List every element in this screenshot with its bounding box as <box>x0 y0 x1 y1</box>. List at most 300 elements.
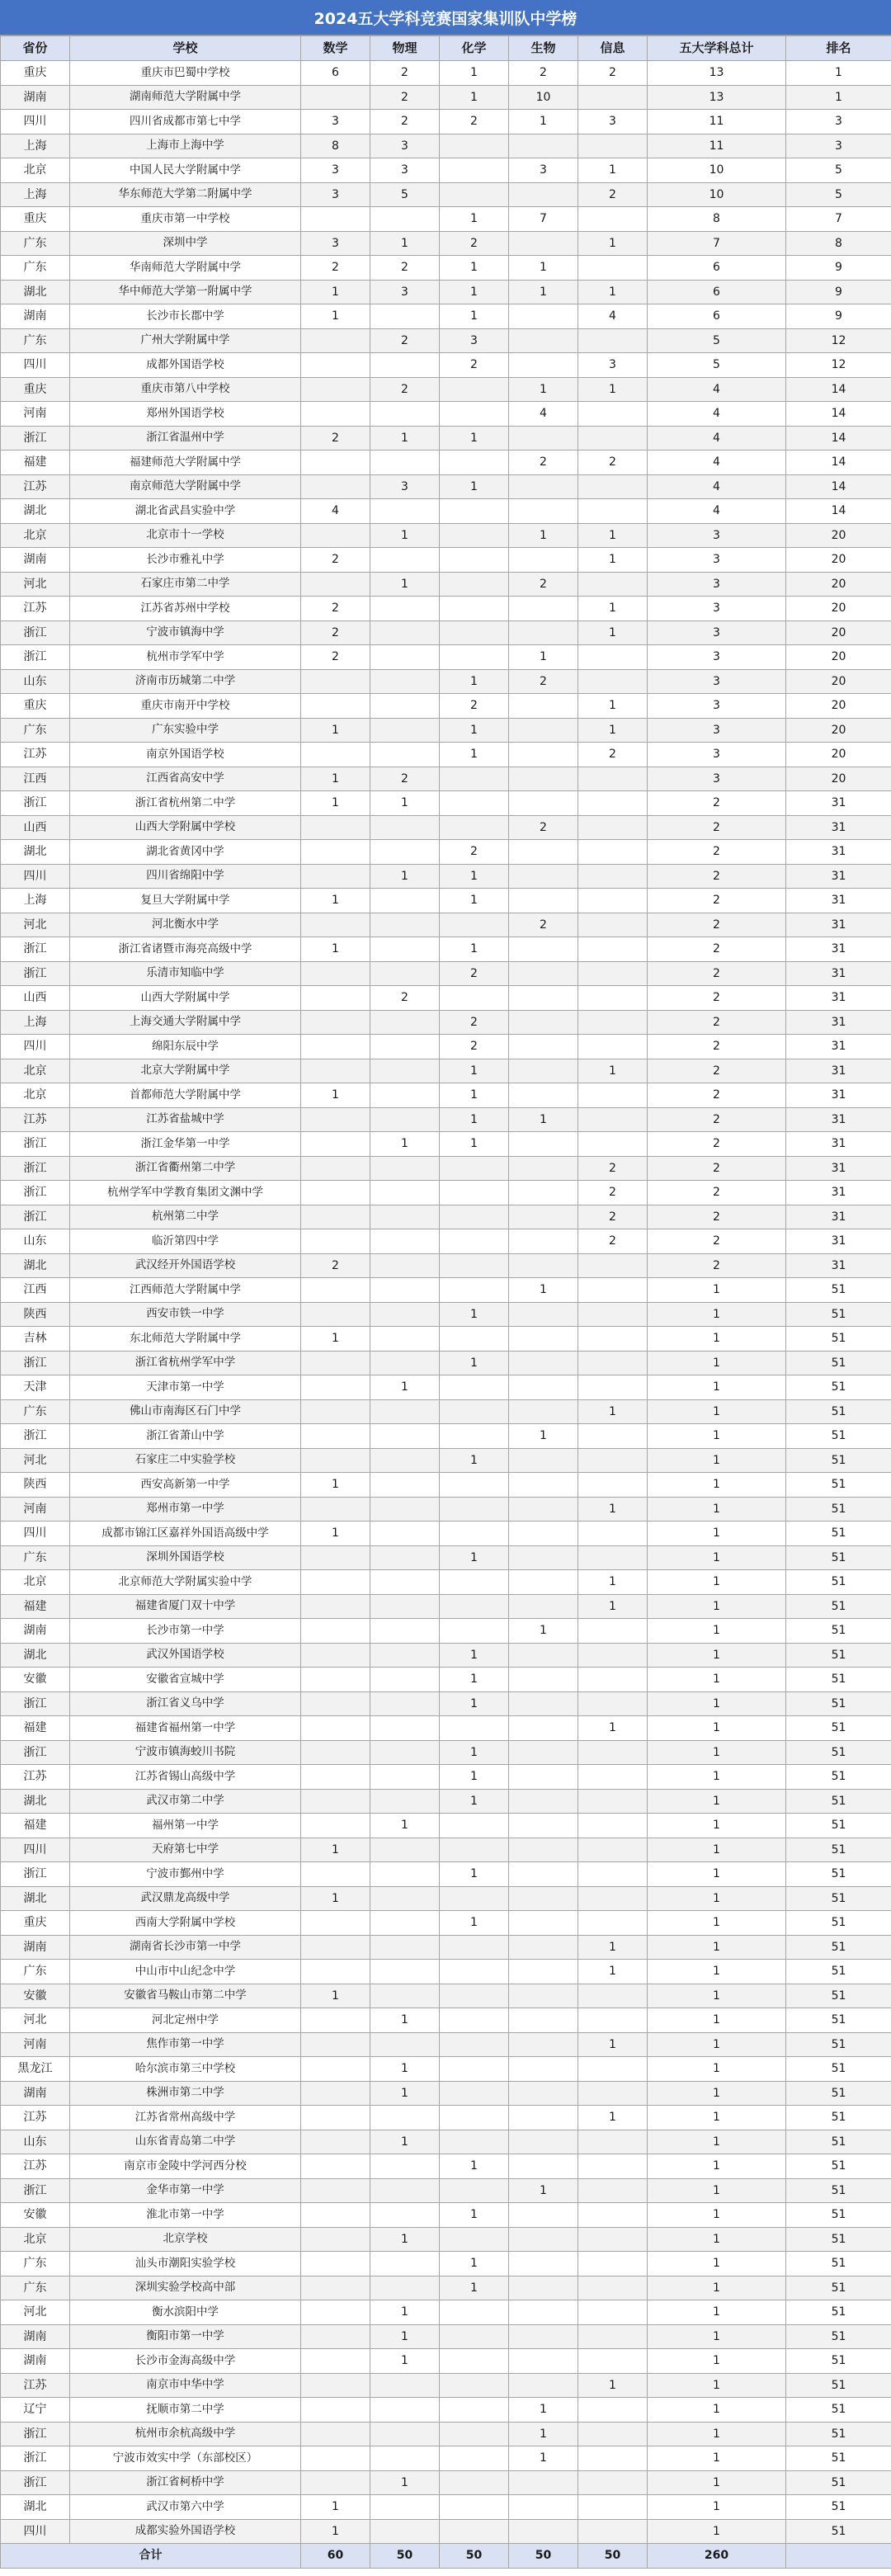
cell-biology: 1 <box>509 110 578 134</box>
cell-total: 1 <box>648 2008 786 2033</box>
total-chemistry: 50 <box>440 2544 509 2569</box>
cell-school: 长沙市第一中学 <box>70 1619 301 1644</box>
cell-school: 山西大学附属中学校 <box>70 815 301 840</box>
table-row <box>1 134 891 158</box>
cell-informatics: 4 <box>578 304 648 329</box>
cell-rank: 51 <box>786 1960 891 1984</box>
cell-school: 湖北省黄冈中学 <box>70 840 301 865</box>
table-row <box>1 1205 891 1229</box>
table-row <box>1 2252 891 2276</box>
table-row <box>1 2349 891 2374</box>
table-row <box>1 1935 891 1960</box>
cell-total: 1 <box>648 1911 786 1936</box>
cell-informatics <box>578 572 648 597</box>
cell-biology <box>509 1789 578 1814</box>
table-row <box>1 2495 891 2520</box>
table-row <box>1 1399 891 1424</box>
cell-math <box>301 572 370 597</box>
cell-physics <box>370 1740 440 1765</box>
table-row <box>1 1424 891 1449</box>
cell-chemistry <box>440 2446 509 2471</box>
cell-informatics <box>578 1522 648 1546</box>
cell-province: 湖北 <box>1 1886 70 1911</box>
cell-informatics: 1 <box>578 718 648 743</box>
cell-rank: 20 <box>786 645 891 670</box>
cell-informatics: 1 <box>578 1716 648 1741</box>
cell-province: 湖北 <box>1 1789 70 1814</box>
cell-school: 重庆市第八中学校 <box>70 377 301 402</box>
cell-math <box>301 1302 370 1327</box>
cell-rank: 14 <box>786 426 891 451</box>
cell-physics: 1 <box>370 231 440 256</box>
table-row <box>1 1619 891 1644</box>
cell-school: 复旦大学附属中学 <box>70 889 301 913</box>
cell-biology <box>509 1035 578 1059</box>
cell-chemistry <box>440 1424 509 1449</box>
table-row <box>1 1838 891 1862</box>
cell-informatics <box>578 1814 648 1838</box>
cell-school: 杭州学军中学教育集团文渊中学 <box>70 1181 301 1205</box>
cell-school: 上海市上海中学 <box>70 134 301 158</box>
column-header-row <box>1 36 891 61</box>
cell-informatics <box>578 840 648 865</box>
cell-rank: 31 <box>786 864 891 889</box>
cell-chemistry: 1 <box>440 2276 509 2300</box>
cell-rank: 31 <box>786 937 891 962</box>
cell-informatics: 2 <box>578 1181 648 1205</box>
table-row <box>1 1960 891 1984</box>
cell-math: 2 <box>301 597 370 621</box>
cell-math <box>301 1448 370 1473</box>
cell-chemistry <box>440 2422 509 2446</box>
cell-math <box>301 2008 370 2033</box>
cell-chemistry <box>440 767 509 791</box>
cell-math <box>301 1594 370 1619</box>
cell-province: 湖南 <box>1 85 70 110</box>
cell-informatics: 2 <box>578 1205 648 1229</box>
cell-rank: 51 <box>786 1814 891 1838</box>
cell-math <box>301 1351 370 1375</box>
cell-biology: 2 <box>509 913 578 937</box>
cell-math <box>301 2227 370 2252</box>
cell-total: 11 <box>648 110 786 134</box>
cell-total: 10 <box>648 182 786 207</box>
cell-chemistry: 1 <box>440 304 509 329</box>
cell-school: 佛山市南海区石门中学 <box>70 1399 301 1424</box>
cell-school: 乐清市知临中学 <box>70 961 301 986</box>
cell-province: 广东 <box>1 718 70 743</box>
table-row <box>1 451 891 475</box>
cell-informatics: 1 <box>578 1935 648 1960</box>
cell-province: 山东 <box>1 1229 70 1254</box>
cell-chemistry <box>440 815 509 840</box>
cell-rank: 31 <box>786 1253 891 1278</box>
cell-informatics: 1 <box>578 2106 648 2130</box>
cell-school: 重庆市巴蜀中学校 <box>70 61 301 86</box>
cell-total: 2 <box>648 1253 786 1278</box>
cell-physics <box>370 815 440 840</box>
cell-math: 1 <box>301 1083 370 1108</box>
cell-math: 1 <box>301 1522 370 1546</box>
cell-school: 宁波市鄞州中学 <box>70 1862 301 1887</box>
cell-school: 湖南省长沙市第一中学 <box>70 1935 301 1960</box>
cell-total: 4 <box>648 426 786 451</box>
cell-physics <box>370 2178 440 2203</box>
cell-school: 石家庄二中实验学校 <box>70 1448 301 1473</box>
cell-math: 1 <box>301 1984 370 2008</box>
cell-informatics <box>578 2398 648 2423</box>
cell-chemistry: 1 <box>440 1740 509 1765</box>
cell-province: 浙江 <box>1 1205 70 1229</box>
cell-rank: 5 <box>786 158 891 183</box>
cell-province: 浙江 <box>1 620 70 645</box>
cell-chemistry <box>440 182 509 207</box>
cell-rank: 51 <box>786 2373 891 2398</box>
cell-rank: 31 <box>786 1083 891 1108</box>
cell-school: 华中师范大学第一附属中学 <box>70 280 301 304</box>
cell-rank: 51 <box>786 1351 891 1375</box>
cell-informatics <box>578 1302 648 1327</box>
cell-province: 浙江 <box>1 2178 70 2203</box>
cell-math <box>301 2252 370 2276</box>
cell-rank: 51 <box>786 1643 891 1668</box>
cell-rank: 51 <box>786 2154 891 2179</box>
table-row <box>1 2130 891 2154</box>
cell-math <box>301 864 370 889</box>
cell-total: 1 <box>648 2324 786 2349</box>
cell-rank: 51 <box>786 2178 891 2203</box>
cell-biology <box>509 1375 578 1400</box>
cell-school: 江苏省苏州中学校 <box>70 597 301 621</box>
cell-rank: 51 <box>786 2081 891 2106</box>
cell-province: 江苏 <box>1 1765 70 1790</box>
cell-total: 2 <box>648 937 786 962</box>
cell-school: 南京市金陵中学河西分校 <box>70 2154 301 2179</box>
cell-total: 1 <box>648 1716 786 1741</box>
cell-total: 4 <box>648 451 786 475</box>
table-row <box>1 718 891 743</box>
cell-informatics <box>578 2324 648 2349</box>
cell-biology <box>509 2300 578 2325</box>
cell-school: 北京大学附属中学 <box>70 1059 301 1083</box>
cell-rank: 20 <box>786 718 891 743</box>
table-row <box>1 840 891 865</box>
cell-rank: 14 <box>786 377 891 402</box>
cell-total: 1 <box>648 2276 786 2300</box>
cell-math <box>301 669 370 694</box>
table-row <box>1 231 891 256</box>
cell-math <box>301 2349 370 2374</box>
cell-biology <box>509 1984 578 2008</box>
cell-total: 1 <box>648 2422 786 2446</box>
cell-physics: 1 <box>370 1375 440 1400</box>
cell-physics: 1 <box>370 2057 440 2082</box>
cell-informatics: 1 <box>578 1570 648 1595</box>
cell-informatics <box>578 986 648 1011</box>
cell-chemistry: 1 <box>440 937 509 962</box>
cell-total: 3 <box>648 694 786 719</box>
cell-biology <box>509 1181 578 1205</box>
cell-informatics <box>578 328 648 353</box>
cell-math <box>301 2276 370 2300</box>
total-informatics: 50 <box>578 2544 648 2569</box>
cell-province: 河北 <box>1 1448 70 1473</box>
cell-rank: 51 <box>786 1522 891 1546</box>
cell-total: 2 <box>648 1035 786 1059</box>
cell-school: 长沙市长郡中学 <box>70 304 301 329</box>
cell-informatics <box>578 256 648 281</box>
cell-math: 1 <box>301 1473 370 1498</box>
cell-total: 1 <box>648 2178 786 2203</box>
cell-math: 4 <box>301 499 370 524</box>
cell-total: 1 <box>648 2349 786 2374</box>
cell-school: 广东实验中学 <box>70 718 301 743</box>
cell-school: 四川省成都市第七中学 <box>70 110 301 134</box>
cell-rank: 51 <box>786 2349 891 2374</box>
cell-rank: 51 <box>786 2519 891 2544</box>
table-row <box>1 791 891 816</box>
cell-rank: 51 <box>786 1886 891 1911</box>
cell-total: 2 <box>648 1083 786 1108</box>
cell-school: 绵阳东辰中学 <box>70 1035 301 1059</box>
cell-total: 1 <box>648 2227 786 2252</box>
cell-province: 河北 <box>1 572 70 597</box>
cell-province: 河北 <box>1 913 70 937</box>
cell-rank: 20 <box>786 743 891 767</box>
cell-biology <box>509 1716 578 1741</box>
cell-chemistry <box>440 572 509 597</box>
cell-school: 东北师范大学附属中学 <box>70 1327 301 1352</box>
cell-physics: 3 <box>370 474 440 499</box>
cell-informatics <box>578 1862 648 1887</box>
cell-total: 2 <box>648 1156 786 1181</box>
cell-biology <box>509 1229 578 1254</box>
cell-rank: 51 <box>786 2032 891 2057</box>
cell-biology: 1 <box>509 523 578 548</box>
cell-chemistry <box>440 2495 509 2520</box>
cell-math <box>301 840 370 865</box>
cell-physics: 1 <box>370 523 440 548</box>
cell-biology: 1 <box>509 1619 578 1644</box>
cell-informatics: 1 <box>578 231 648 256</box>
cell-province: 陕西 <box>1 1302 70 1327</box>
cell-province: 浙江 <box>1 1740 70 1765</box>
cell-chemistry: 1 <box>440 1911 509 1936</box>
cell-physics: 1 <box>370 2324 440 2349</box>
cell-province: 河南 <box>1 1497 70 1522</box>
cell-biology <box>509 1570 578 1595</box>
cell-province: 福建 <box>1 1814 70 1838</box>
cell-chemistry <box>440 402 509 427</box>
cell-rank: 31 <box>786 889 891 913</box>
cell-total: 1 <box>648 1278 786 1303</box>
table-row <box>1 158 891 183</box>
cell-informatics <box>578 815 648 840</box>
cell-physics <box>370 1716 440 1741</box>
cell-rank: 51 <box>786 1984 891 2008</box>
cell-biology: 1 <box>509 1424 578 1449</box>
cell-chemistry <box>440 1814 509 1838</box>
cell-chemistry <box>440 2032 509 2057</box>
header-school: 学校 <box>70 36 301 61</box>
cell-informatics <box>578 645 648 670</box>
cell-physics: 3 <box>370 280 440 304</box>
table-row <box>1 2154 891 2179</box>
cell-chemistry <box>440 1619 509 1644</box>
cell-chemistry: 1 <box>440 256 509 281</box>
cell-total: 2 <box>648 1107 786 1132</box>
cell-rank: 51 <box>786 2300 891 2325</box>
cell-rank: 51 <box>786 1473 891 1498</box>
cell-rank: 51 <box>786 2470 891 2495</box>
cell-math <box>301 1107 370 1132</box>
cell-chemistry <box>440 645 509 670</box>
cell-rank: 12 <box>786 353 891 378</box>
cell-biology <box>509 353 578 378</box>
cell-school: 汕头市潮阳实验学校 <box>70 2252 301 2276</box>
cell-biology: 3 <box>509 158 578 183</box>
cell-province: 北京 <box>1 1570 70 1595</box>
cell-province: 湖南 <box>1 2324 70 2349</box>
cell-informatics <box>578 1448 648 1473</box>
cell-rank: 51 <box>786 1765 891 1790</box>
cell-rank: 51 <box>786 1691 891 1716</box>
table-row <box>1 2446 891 2471</box>
cell-biology <box>509 1132 578 1157</box>
cell-informatics <box>578 1473 648 1498</box>
cell-biology <box>509 2324 578 2349</box>
table-row <box>1 377 891 402</box>
cell-rank: 51 <box>786 1619 891 1644</box>
cell-physics <box>370 1010 440 1035</box>
cell-informatics <box>578 1083 648 1108</box>
cell-province: 江苏 <box>1 597 70 621</box>
cell-informatics <box>578 2178 648 2203</box>
cell-physics <box>370 1083 440 1108</box>
cell-math: 2 <box>301 620 370 645</box>
table-row <box>1 1327 891 1352</box>
cell-math: 2 <box>301 1253 370 1278</box>
ranking-table <box>0 35 891 2569</box>
table-row <box>1 85 891 110</box>
table-row <box>1 353 891 378</box>
cell-school: 淮北市第一中学 <box>70 2203 301 2228</box>
cell-province: 湖南 <box>1 2081 70 2106</box>
cell-province: 福建 <box>1 1594 70 1619</box>
cell-school: 杭州第二中学 <box>70 1205 301 1229</box>
cell-rank: 51 <box>786 2276 891 2300</box>
cell-biology <box>509 426 578 451</box>
cell-biology <box>509 474 578 499</box>
cell-biology <box>509 1253 578 1278</box>
cell-math <box>301 2032 370 2057</box>
cell-school: 山西大学附属中学 <box>70 986 301 1011</box>
cell-rank: 5 <box>786 182 891 207</box>
table-row <box>1 1789 891 1814</box>
cell-school: 四川省绵阳中学 <box>70 864 301 889</box>
cell-total: 2 <box>648 889 786 913</box>
total-row <box>1 2544 891 2569</box>
cell-chemistry <box>440 158 509 183</box>
cell-math <box>301 1862 370 1887</box>
cell-informatics <box>578 426 648 451</box>
cell-informatics <box>578 889 648 913</box>
cell-math <box>301 207 370 232</box>
cell-total: 3 <box>648 620 786 645</box>
cell-province: 四川 <box>1 1838 70 1862</box>
cell-math <box>301 2203 370 2228</box>
cell-total: 1 <box>648 1960 786 1984</box>
cell-chemistry: 1 <box>440 426 509 451</box>
cell-school: 抚顺市第二中学 <box>70 2398 301 2423</box>
cell-physics: 1 <box>370 2008 440 2033</box>
cell-total: 1 <box>648 2252 786 2276</box>
table-row <box>1 2300 891 2325</box>
cell-rank: 51 <box>786 1278 891 1303</box>
cell-rank: 7 <box>786 207 891 232</box>
cell-chemistry <box>440 451 509 475</box>
cell-school: 武汉外国语学校 <box>70 1643 301 1668</box>
cell-rank: 51 <box>786 2227 891 2252</box>
cell-physics <box>370 2154 440 2179</box>
cell-informatics: 1 <box>578 1594 648 1619</box>
cell-informatics: 1 <box>578 1059 648 1083</box>
cell-total: 1 <box>648 1399 786 1424</box>
cell-chemistry: 1 <box>440 1545 509 1570</box>
cell-biology: 2 <box>509 669 578 694</box>
cell-physics <box>370 2446 440 2471</box>
cell-chemistry: 1 <box>440 743 509 767</box>
cell-school: 江苏省锡山高级中学 <box>70 1765 301 1790</box>
cell-math <box>301 913 370 937</box>
cell-biology <box>509 1594 578 1619</box>
cell-math: 1 <box>301 767 370 791</box>
cell-chemistry <box>440 2008 509 2033</box>
header-rank: 排名 <box>786 36 891 61</box>
cell-school: 石家庄市第二中学 <box>70 572 301 597</box>
cell-math <box>301 1156 370 1181</box>
cell-total: 1 <box>648 2300 786 2325</box>
table-row <box>1 1010 891 1035</box>
cell-math <box>301 815 370 840</box>
cell-biology: 1 <box>509 1278 578 1303</box>
cell-informatics: 3 <box>578 353 648 378</box>
cell-biology <box>509 889 578 913</box>
cell-physics <box>370 1473 440 1498</box>
cell-province: 广东 <box>1 2252 70 2276</box>
cell-informatics <box>578 2349 648 2374</box>
cell-chemistry <box>440 913 509 937</box>
cell-biology: 2 <box>509 61 578 86</box>
cell-physics <box>370 2203 440 2228</box>
cell-biology <box>509 1960 578 1984</box>
cell-chemistry <box>440 1594 509 1619</box>
cell-math <box>301 1010 370 1035</box>
table-row <box>1 474 891 499</box>
cell-physics <box>370 1448 440 1473</box>
table-row <box>1 182 891 207</box>
cell-school: 成都外国语学校 <box>70 353 301 378</box>
table-row <box>1 1035 891 1059</box>
cell-total: 1 <box>648 1497 786 1522</box>
cell-math <box>301 1229 370 1254</box>
cell-province: 重庆 <box>1 1911 70 1936</box>
cell-physics <box>370 937 440 962</box>
cell-informatics <box>578 1545 648 1570</box>
cell-province: 广东 <box>1 1545 70 1570</box>
cell-province: 浙江 <box>1 2422 70 2446</box>
cell-informatics <box>578 1619 648 1644</box>
